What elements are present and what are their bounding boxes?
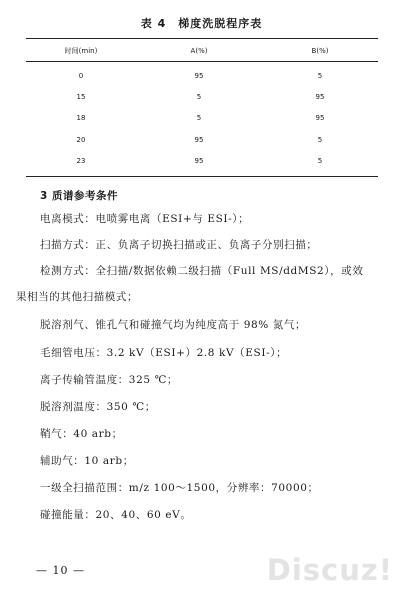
- paragraph-aux-gas: 辅助气：10 arb；: [40, 455, 134, 467]
- paragraph-scan-mode: 扫描方式：正、负离子切换扫描或正、负离子分别扫描；: [40, 239, 318, 251]
- table-title: 表 4 梯度洗脱程序表: [140, 17, 263, 30]
- table-cell: 0: [78, 72, 84, 80]
- table-cell: 5: [317, 135, 323, 144]
- paragraph-scan-range: 一级全扫描范围：m/z 100～1500，分辨率：70000；: [40, 482, 319, 494]
- section-heading: 3 质谱参考条件: [40, 190, 118, 202]
- table-body: [26, 70, 378, 176]
- table-cell: 95: [315, 114, 325, 123]
- paragraph-collision-energy: 碰撞能量：20、40、60 eV。: [40, 509, 192, 521]
- table-header-rule: [26, 61, 378, 62]
- paragraph-detection-mode: 检测方式：全扫描/数据依赖二级扫描（Full MS/ddMS2），或效: [40, 265, 364, 277]
- table-cell: 20: [76, 135, 86, 144]
- watermark-logo: Discuz!: [266, 553, 393, 587]
- table-cell: 5: [196, 114, 202, 123]
- table-cell: 5: [317, 72, 323, 80]
- table-cell: 5: [317, 156, 323, 165]
- table-header-row: [26, 45, 378, 57]
- table-top-rule: [26, 38, 378, 39]
- table-cell: 18: [76, 114, 86, 123]
- table-bottom-rule: [26, 176, 378, 177]
- paragraph-gas: 脱溶剂气、锥孔气和碰撞气均为纯度高于 98% 氮气；: [40, 319, 307, 331]
- paragraph-detection-mode-cont: 果相当的其他扫描模式；: [16, 291, 139, 303]
- paragraph-sheath-gas: 鞘气：40 arb；: [40, 428, 123, 440]
- table-header-b: B(%): [311, 47, 329, 55]
- page-number: — 10 —: [36, 564, 85, 577]
- table-cell: 15: [76, 93, 86, 102]
- paragraph-ion-transfer-temp: 离子传输管温度：325 ℃；: [40, 374, 179, 386]
- table-header-a: A(%): [190, 47, 208, 55]
- table-cell: 95: [194, 135, 204, 144]
- paragraph-desolvation-temp: 脱溶剂温度：350 ℃；: [40, 401, 156, 413]
- table-cell: 23: [76, 156, 86, 165]
- paragraph-capillary-voltage: 毛细管电压：3.2 kV（ESI+）2.8 kV（ESI-）；: [40, 347, 288, 359]
- paragraph-ionization-mode: 电离模式：电喷雾电离（ESI+与 ESI-）；: [40, 213, 250, 225]
- table-cell: 95: [315, 93, 325, 102]
- table-cell: 95: [194, 156, 204, 165]
- table-cell: 95: [194, 72, 204, 80]
- table-cell: 5: [196, 93, 202, 102]
- table-header-time: 时间(min): [64, 47, 98, 55]
